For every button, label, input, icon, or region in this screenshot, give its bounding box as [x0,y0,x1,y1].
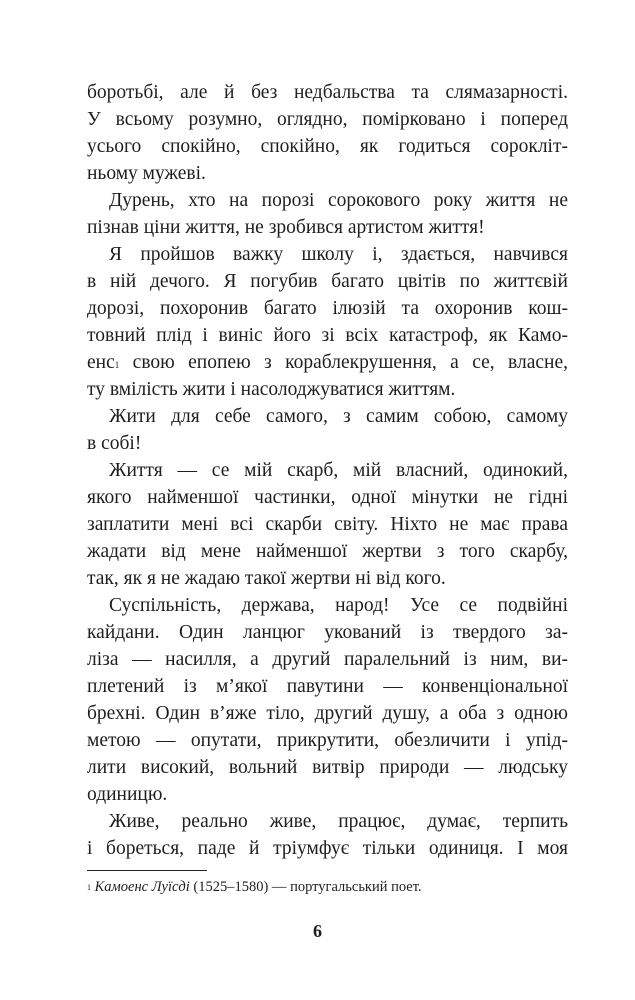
text-line: ту вмілість жити і насолоджуватися життям. [87,379,456,400]
text-line: Суспільність, держава, народ! Усе се подвійні [109,595,568,616]
page-number: 6 [313,921,322,941]
text-line: плетений із м’якої павутини — конвенціональної [87,676,568,697]
text-line: Життя — се мій скарб, мій власний, одинокий, [109,460,568,481]
text-line: і бореться, паде й тріумфує тільки одиниця. І моя [87,838,568,859]
text-line: ньому мужеві. [87,163,206,184]
text-line [87,349,568,376]
text-line: так, як я не жадаю такої жертви ні від кого. [87,568,446,589]
footnote [87,877,422,897]
footnote-reference[interactable]: 1 [114,360,120,370]
text-line: метою — опутати, прикрутити, обезличити і упід- [87,730,568,751]
text-line: брехні. Один в’яже тіло, другий душу, а оба з одною [87,703,568,724]
text-line: заплатити мені всі скарби світу. Ніхто не має права [87,514,568,535]
footnote-marker: 1 [87,883,91,892]
text-line: дорозі, похоронив багато ілюзій та охоронив кош- [87,298,568,319]
footnote-name: Камоенс Луїсді [94,879,190,895]
text-line: У всьому розумно, оглядно, помірковано і поперед [87,109,568,130]
text-line: кайдани. Один ланцюг укований із твердого за- [87,622,568,643]
text-line: усього спокійно, спокійно, як годиться сорокліт- [87,136,568,157]
text-line: в собі! [87,433,142,454]
paragraph-6 [87,592,568,808]
text-line: Я пройшов важку школу і, здається, навчився [109,244,568,265]
text-line: одиницю. [87,784,168,805]
text-line: боротьбі, але й без недбальства та слямазарності. [87,82,568,103]
paragraph-5 [87,457,568,592]
paragraph-7 [87,808,568,862]
paragraph-4 [87,403,568,457]
paragraph-2 [87,187,568,241]
text-line: лити високий, вольний витвір природи — людську [87,757,568,778]
body-text [87,79,568,862]
text-line: пізнав ціни життя, не зробився артистом життя! [87,217,485,238]
text-line: якого найменшої частинки, одної мінутки не гідні [87,487,568,508]
paragraph-1 [87,79,568,187]
text-line: Живе, реально живе, працює, думає, терпить [109,811,568,832]
text-line: товний плід і виніс його зі всіх катастроф, як Камо- [87,325,568,346]
footnote-divider [87,870,207,871]
text-line: в ній дечого. Я погубив багато цвітів по життєвій [87,271,568,292]
paragraph-3 [87,241,568,403]
text-fragment: свою епопею з кораблекрушення, а се, власне, [132,352,568,373]
text-line: Жити для себе самого, з самим собою, самому [109,406,568,427]
text-line: Дурень, хто на порозі сорокового року життя не [109,190,568,211]
text-fragment: енс [87,352,115,373]
text-line: жадати від мене найменшої жертви з того скарбу, [87,541,568,562]
footnote-text: (1525–1580) — португальський поет. [193,879,422,895]
text-line: ліза — насилля, а другий паралельний із ним, ви- [87,649,568,670]
